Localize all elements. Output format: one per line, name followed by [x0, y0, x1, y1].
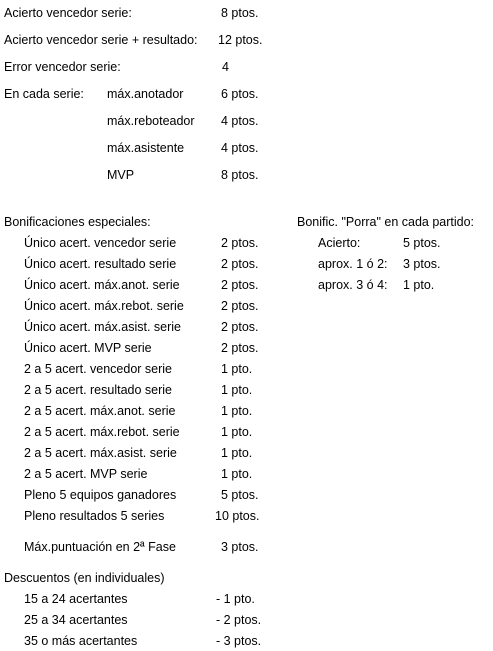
per-series-item-label: máx.asistente: [107, 141, 185, 155]
bonus-label: 2 a 5 acert. máx.rebot. serie: [24, 425, 180, 439]
bonus-label: 2 a 5 acert. máx.asist. serie: [24, 446, 177, 460]
bonus-points: 2 ptos.: [221, 299, 259, 313]
porra-item-points: 5 ptos.: [403, 236, 441, 250]
bonus-points: 2 ptos.: [221, 236, 259, 250]
bonus-label: Único acert. MVP serie: [24, 341, 152, 355]
porra-item-label: Acierto:: [318, 236, 361, 250]
bonus-points: 2 ptos.: [221, 278, 259, 292]
bonus-points: 5 ptos.: [221, 488, 259, 502]
per-series-item-points: 8 ptos.: [221, 168, 259, 182]
porra-item-points: 3 ptos.: [403, 257, 441, 271]
bonus-label: Único acert. máx.rebot. serie: [24, 299, 184, 313]
per-series-label: En cada serie:: [4, 87, 84, 101]
series-winner-error-points: 4: [222, 60, 229, 74]
discount-label: 15 a 24 acertantes: [24, 592, 128, 606]
discount-points: - 2 ptos.: [216, 613, 262, 627]
max-score-label: Máx.puntuación en 2ª Fase: [24, 540, 176, 554]
bonus-points: 1 pto.: [221, 404, 253, 418]
per-series-item-label: MVP: [107, 168, 135, 182]
bonus-points: 2 ptos.: [221, 257, 259, 271]
per-series-item-label: máx.reboteador: [107, 114, 195, 128]
bonus-points: 1 pto.: [221, 383, 253, 397]
porra-item-label: aprox. 1 ó 2:: [318, 257, 388, 271]
discounts-title: Descuentos (en individuales): [4, 571, 165, 585]
bonus-label: Único acert. máx.anot. serie: [24, 278, 180, 292]
bonus-points: 1 pto.: [221, 425, 253, 439]
series-winner-error-label: Error vencedor serie:: [4, 60, 121, 74]
bonus-label: 2 a 5 acert. MVP serie: [24, 467, 148, 481]
bonus-points: 1 pto.: [221, 362, 253, 376]
porra-title: Bonific. "Porra" en cada partido:: [297, 215, 475, 229]
bonus-label: 2 a 5 acert. vencedor serie: [24, 362, 172, 376]
bonus-points: 1 pto.: [221, 446, 253, 460]
bonus-label: 2 a 5 acert. máx.anot. serie: [24, 404, 176, 418]
bonus-points: 1 pto.: [221, 467, 253, 481]
porra-item-points: 1 pto.: [403, 278, 435, 292]
discount-points: - 3 ptos.: [216, 634, 262, 648]
per-series-item-points: 6 ptos.: [221, 87, 259, 101]
bonus-label: Único acert. resultado serie: [24, 257, 177, 271]
series-winner-label: Acierto vencedor serie:: [4, 6, 132, 20]
discount-points: - 1 pto.: [216, 592, 255, 606]
bonus-points: 2 ptos.: [221, 320, 259, 334]
bonus-points: 10 ptos.: [215, 509, 260, 523]
bonus-label: Pleno 5 equipos ganadores: [24, 488, 177, 502]
series-winner-points: 8 ptos.: [221, 6, 259, 20]
per-series-item-points: 4 ptos.: [221, 114, 259, 128]
per-series-item-points: 4 ptos.: [221, 141, 259, 155]
per-series-item-label: máx.anotador: [107, 87, 184, 101]
series-winner-result-points: 12 ptos.: [218, 33, 263, 47]
bonus-label: 2 a 5 acert. resultado serie: [24, 383, 172, 397]
series-winner-result-label: Acierto vencedor serie + resultado:: [4, 33, 198, 47]
max-score-points: 3 ptos.: [221, 540, 259, 554]
bonus-label: Único acert. vencedor serie: [24, 236, 177, 250]
bonus-points: 2 ptos.: [221, 341, 259, 355]
bonuses-title: Bonificaciones especiales:: [4, 215, 151, 229]
bonus-label: Pleno resultados 5 series: [24, 509, 165, 523]
discount-label: 25 a 34 acertantes: [24, 613, 128, 627]
porra-item-label: aprox. 3 ó 4:: [318, 278, 388, 292]
bonus-label: Único acert. máx.asist. serie: [24, 320, 181, 334]
discount-label: 35 o más acertantes: [24, 634, 138, 648]
